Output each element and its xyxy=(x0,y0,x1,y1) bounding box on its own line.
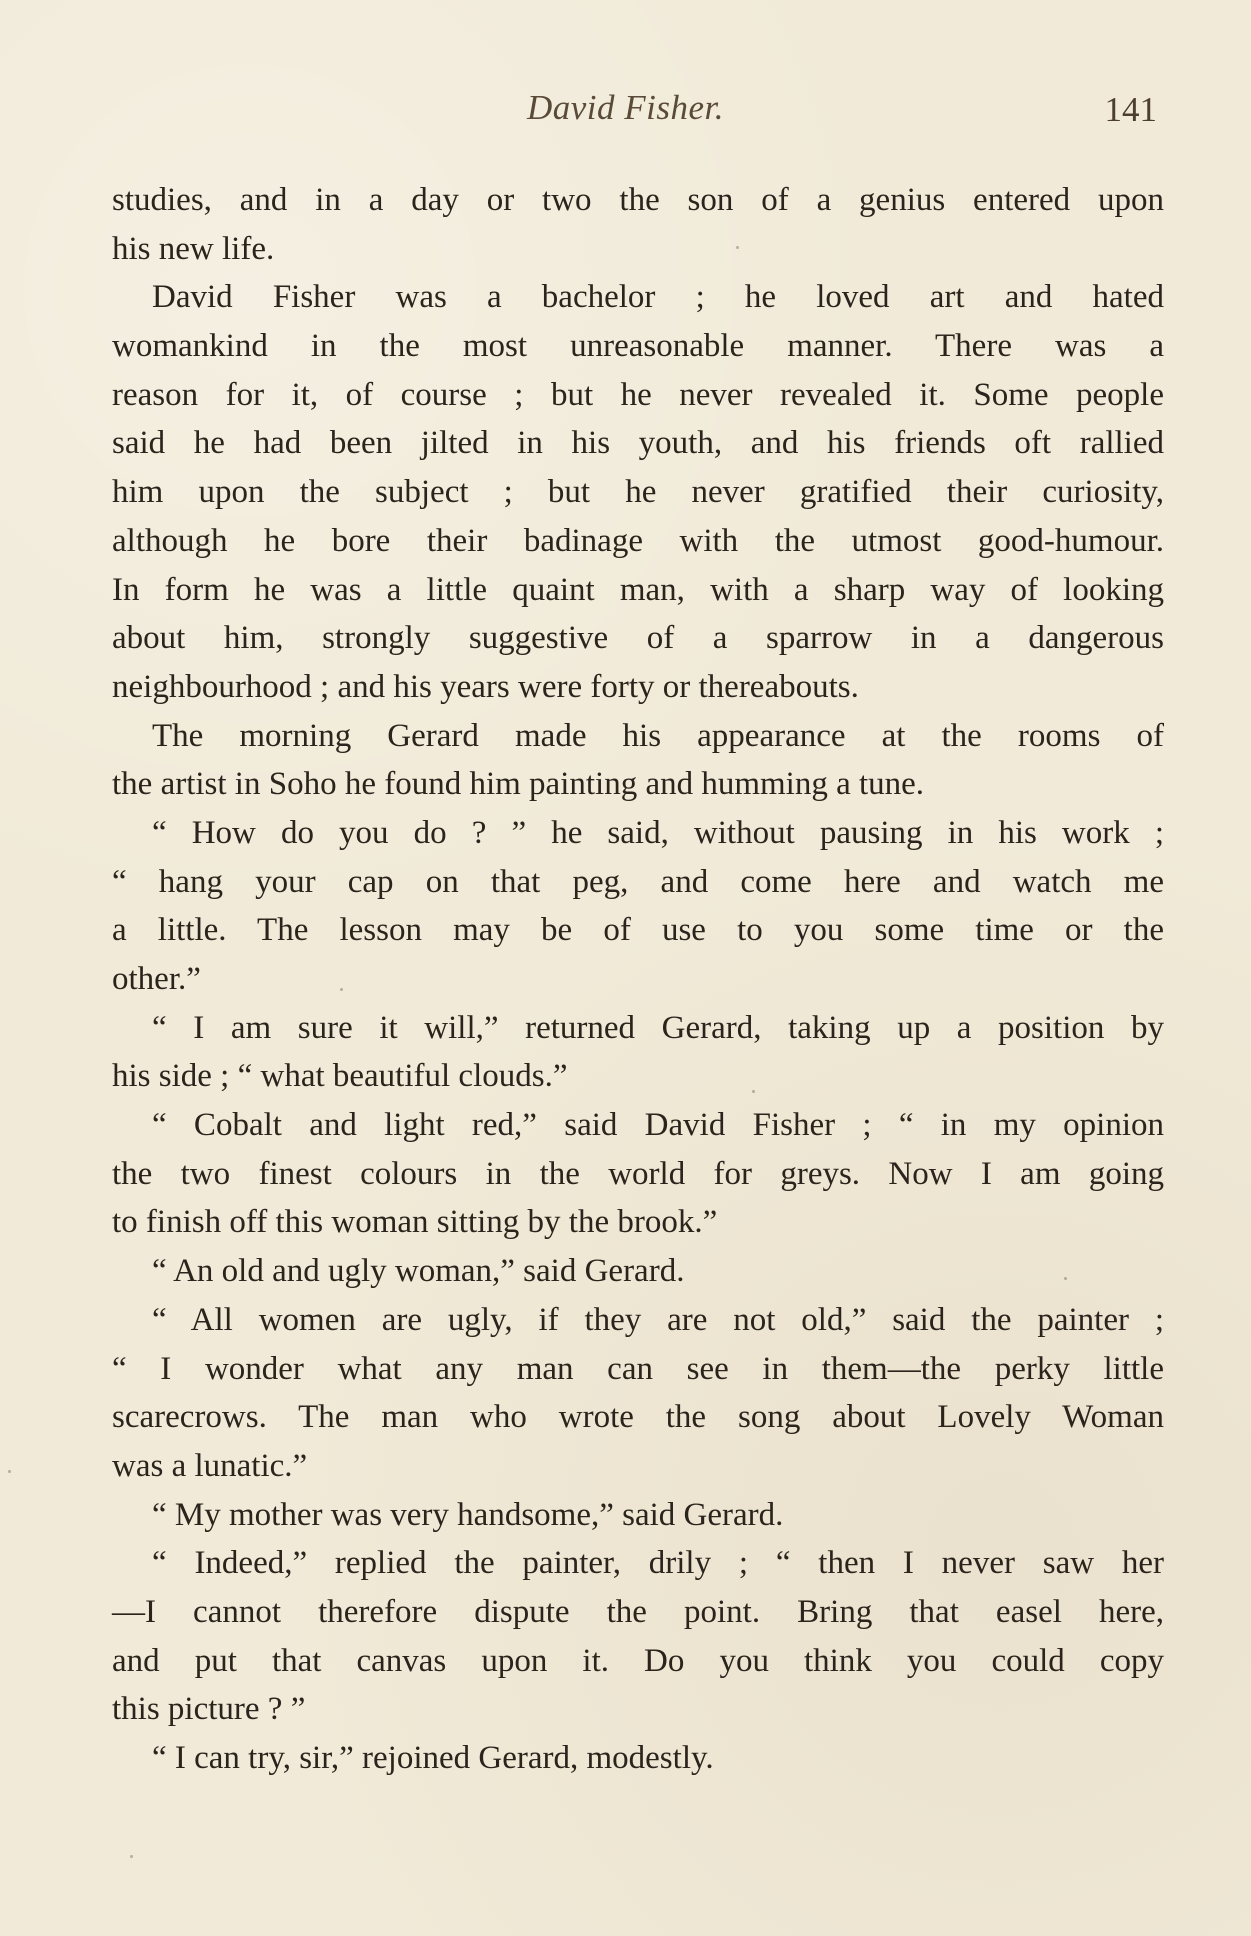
text-line: “ An old and ugly woman,” said Gerard. xyxy=(152,1253,685,1290)
text-line: —I cannot therefore dispute the point. Bring that easel here, xyxy=(112,1593,1164,1630)
paper-speck xyxy=(736,246,739,249)
text-line: The morning Gerard made his appearance at the rooms of xyxy=(152,717,1164,754)
text-line: other.” xyxy=(112,961,201,997)
text-line: “ Indeed,” replied the painter, drily ; “ then I never saw her xyxy=(152,1545,1164,1582)
text-line: “ How do you do ? ” he said, without pausing in his work ; xyxy=(152,814,1164,851)
paper-speck xyxy=(1064,1277,1067,1280)
paper-speck xyxy=(8,1470,11,1473)
text-line: In form he was a little quaint man, with a sharp way of looking xyxy=(112,571,1164,608)
text-line: said he had been jilted in his youth, and his friends oft rallied xyxy=(112,425,1164,462)
text-line: “ I am sure it will,” returned Gerard, taking up a position by xyxy=(152,1009,1164,1046)
text-line: “ I can try, sir,” rejoined Gerard, modestly. xyxy=(152,1740,714,1776)
running-title: David Fisher. xyxy=(526,88,725,127)
text-line: him upon the subject ; but he never gratified their curiosity, xyxy=(112,474,1164,511)
text-line: reason for it, of course ; but he never revealed it. Some people xyxy=(112,376,1164,413)
text-line: studies, and in a day or two the son of a genius entered upon xyxy=(112,182,1164,218)
text-line: a little. The lesson may be of use to you some time or the xyxy=(112,912,1164,949)
paper-speck xyxy=(340,988,343,991)
text-line: “ I wonder what any man can see in them—the perky little xyxy=(112,1350,1164,1387)
text-line: his side ; “ what beautiful clouds.” xyxy=(112,1058,568,1095)
text-line: his new life. xyxy=(112,230,275,267)
text-line: although he bore their badinage with the utmost good-humour. xyxy=(112,522,1164,559)
text-line: was a lunatic.” xyxy=(112,1447,308,1484)
text-line: David Fisher was a bachelor ; he loved art and hated xyxy=(152,279,1164,316)
text-line: the artist in Soho he found him painting and humming a tune. xyxy=(112,766,925,803)
text-line: and put that canvas upon it. Do you think you could copy xyxy=(112,1642,1164,1679)
paper-speck xyxy=(752,1090,755,1093)
text-line: womankind in the most unreasonable manner. There was a xyxy=(112,328,1164,365)
text-line: “ hang your cap on that peg, and come here and watch me xyxy=(112,863,1164,900)
text-line: “ All women are ugly, if they are not old,” said the painter ; xyxy=(152,1301,1164,1338)
text-line: to finish off this woman sitting by the brook.” xyxy=(112,1204,718,1241)
text-line: scarecrows. The man who wrote the song about Lovely Woman xyxy=(112,1399,1164,1436)
body-text xyxy=(112,176,1164,1783)
text-line: this picture ? ” xyxy=(112,1691,306,1728)
page-number: 141 xyxy=(1104,90,1157,129)
running-head xyxy=(0,88,1251,132)
text-line: “ My mother was very handsome,” said Gerard. xyxy=(152,1496,784,1533)
text-line: the two finest colours in the world for greys. Now I am going xyxy=(112,1155,1164,1192)
text-line: neighbourhood ; and his years were forty or thereabouts. xyxy=(112,668,859,705)
paper-speck xyxy=(130,1855,133,1858)
text-line: about him, strongly suggestive of a sparrow in a dangerous xyxy=(112,620,1164,657)
text-line: “ Cobalt and light red,” said David Fisher ; “ in my opinion xyxy=(152,1107,1164,1144)
